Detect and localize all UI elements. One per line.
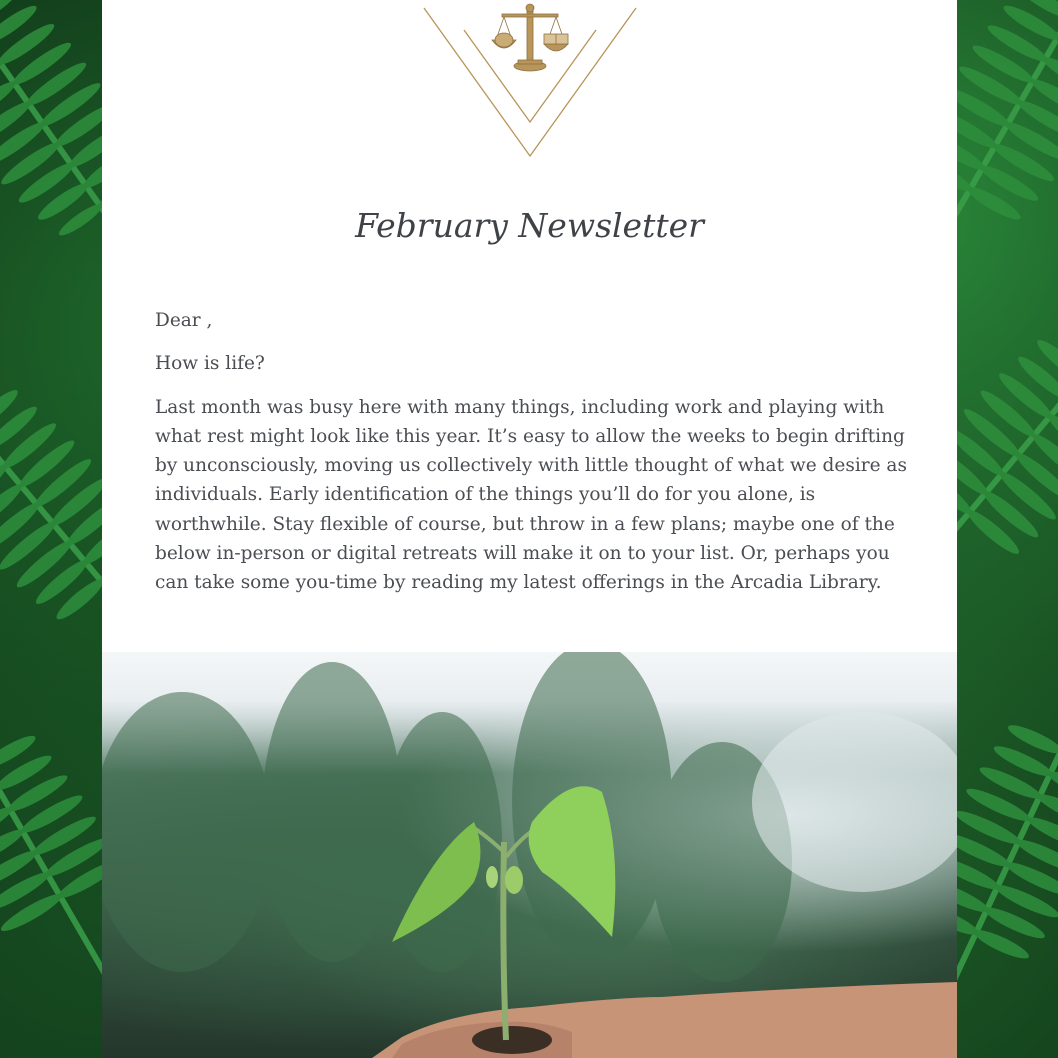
seedling-photo <box>102 652 957 1058</box>
scales-of-justice-icon <box>422 0 638 160</box>
question-text: How is life? <box>155 353 265 375</box>
intro-paragraph: Last month was busy here with many things, including work and playing with what rest might look like this year. It’s easy to allow the weeks to begin drifting by unconsciously, moving us collectively with little thought of what we desire as individuals. Early identification of the things you’ll do for you alone, is worthwhile. Stay flexible of course, but throw in a few plans; maybe one of the below in-person or digital retreats will make it on to your list. Or, perhaps you can take some you-time by reading my latest offerings in the Arcadia Library. <box>155 396 907 594</box>
greeting-text: Dear , <box>155 310 213 331</box>
page-title: February Newsletter <box>355 206 704 245</box>
newsletter-card <box>102 0 957 1058</box>
newsletter-body <box>155 306 915 612</box>
